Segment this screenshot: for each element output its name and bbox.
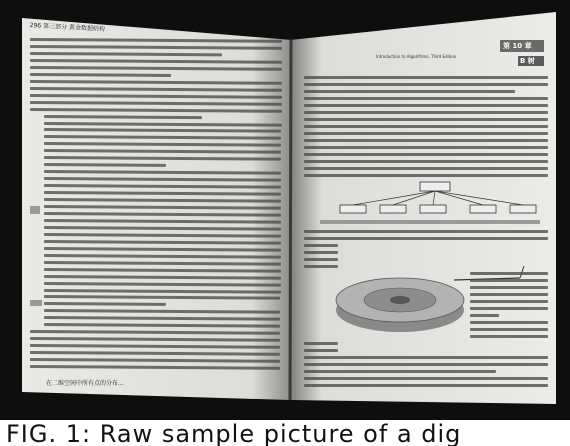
text-line <box>304 160 548 163</box>
text-line <box>470 307 548 310</box>
text-line <box>304 356 548 359</box>
text-line <box>304 125 548 128</box>
margin-note-1 <box>30 206 40 214</box>
section-title: B 树 <box>520 57 535 65</box>
chapter-tab-label: 第 10 章 <box>503 42 532 50</box>
text-line <box>304 244 338 247</box>
text-line <box>304 363 548 366</box>
caption-strip <box>0 420 570 446</box>
text-line <box>304 167 548 170</box>
figure-caption: FIG. 1: Raw sample picture of a dig <box>6 420 462 446</box>
text-line <box>304 349 338 352</box>
text-line <box>470 328 548 331</box>
text-line <box>304 258 338 261</box>
text-line <box>304 83 548 86</box>
left-page-header: 296 第三部分 黄金数据结构 <box>29 21 106 33</box>
text-line <box>470 300 548 303</box>
text-line <box>304 132 548 135</box>
text-line <box>304 153 548 156</box>
text-line <box>304 384 548 387</box>
text-line <box>304 237 548 240</box>
text-line <box>304 370 496 373</box>
text-line <box>470 272 548 275</box>
text-line <box>304 104 548 107</box>
text-line <box>304 118 548 121</box>
text-line <box>304 111 548 114</box>
text-line <box>470 314 499 317</box>
margin-note-2 <box>30 300 42 306</box>
text-line <box>304 76 548 79</box>
text-line <box>304 146 548 149</box>
text-line <box>470 321 548 324</box>
text-line <box>304 251 338 254</box>
text-line <box>470 286 548 289</box>
text-line <box>304 230 548 233</box>
text-line <box>470 335 548 338</box>
text-line <box>304 377 548 380</box>
spine-shadow <box>290 40 291 400</box>
text-line <box>304 139 548 142</box>
text-line <box>304 342 338 345</box>
text-line <box>304 90 515 93</box>
text-line <box>470 293 548 296</box>
text-line <box>304 97 548 100</box>
left-page-footer: 在二维空间中所有点的分布... <box>46 380 124 387</box>
text-line <box>304 174 548 177</box>
text-line <box>470 279 548 282</box>
text-line <box>44 115 202 119</box>
text-line <box>304 265 338 268</box>
chapter-tab-sub: Introduction to Algorithms, Third Edition <box>376 54 457 59</box>
